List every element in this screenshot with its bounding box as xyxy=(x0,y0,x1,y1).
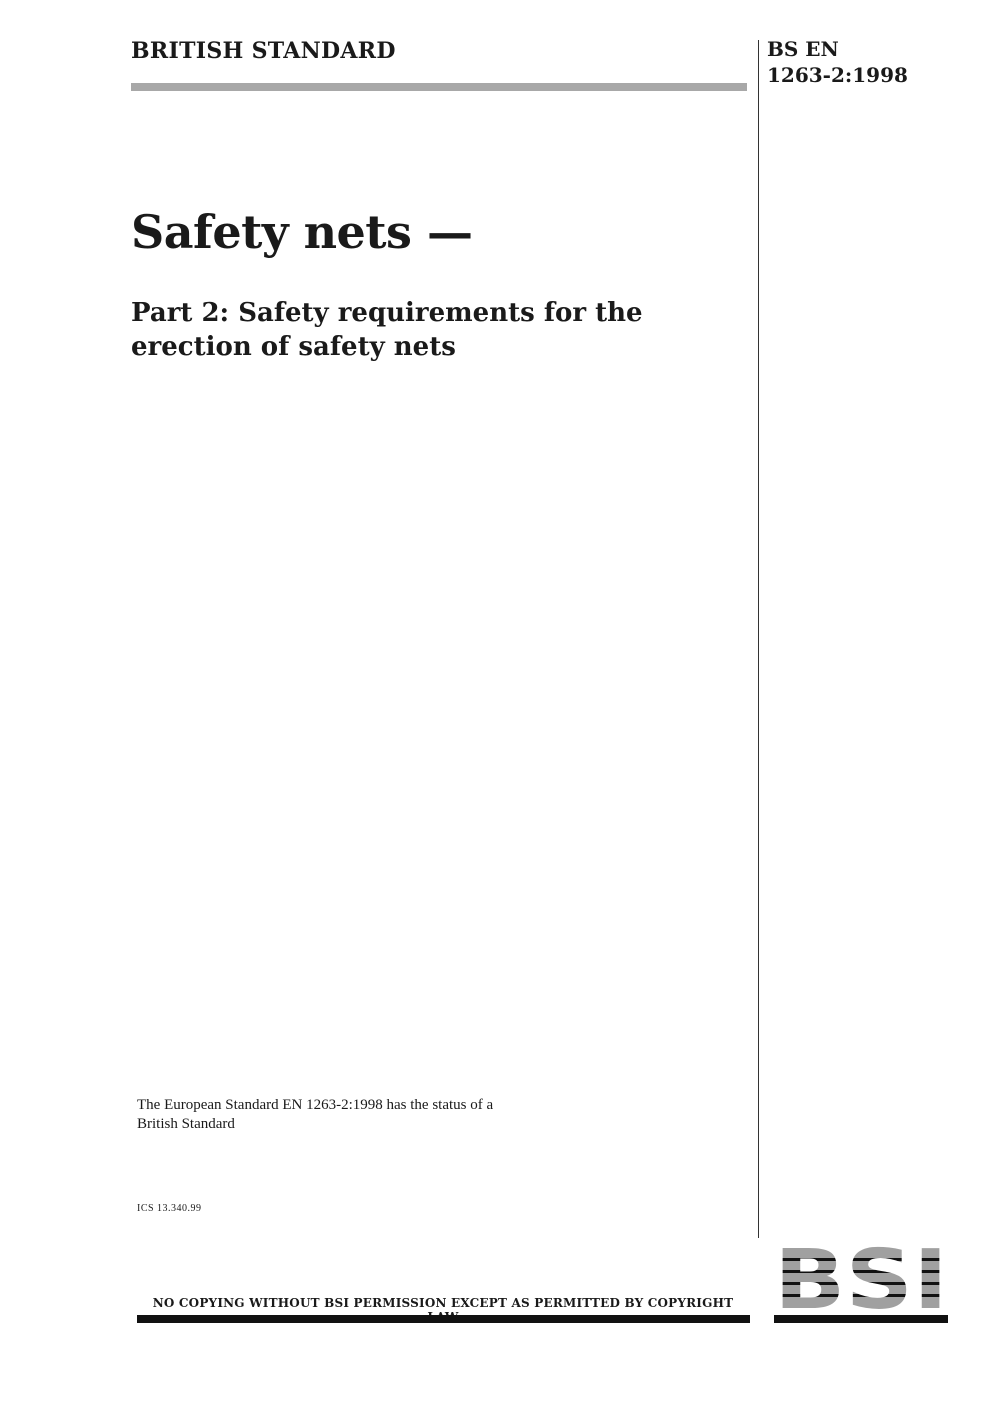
footer-rule-left xyxy=(137,1315,750,1323)
standard-number xyxy=(767,36,908,88)
copyright-notice: NO COPYING WITHOUT BSI PERMISSION EXCEPT AS PERMITTED BY COPYRIGHT xyxy=(152,1296,734,1310)
bsi-logo-fill xyxy=(774,1244,948,1312)
bsi-logo-stripe-1 xyxy=(774,1258,948,1261)
status-note-line2: British Standard xyxy=(137,1116,235,1132)
subtitle-line2: erection of safety nets xyxy=(131,332,456,362)
bsi-logo-stripe-3 xyxy=(774,1282,948,1285)
page-title: Safety nets — xyxy=(131,205,473,259)
vertical-divider xyxy=(758,40,759,1238)
header-label: BRITISH STANDARD xyxy=(131,38,396,64)
subtitle-line1: Part 2: Safety requirements for the xyxy=(131,298,643,328)
bsi-logo-stripe-4 xyxy=(774,1294,948,1297)
bsi-logo-stripe-2 xyxy=(774,1270,948,1273)
header-rule xyxy=(131,83,747,91)
bsi-logo-mark xyxy=(774,1244,948,1312)
page-subtitle xyxy=(131,296,731,364)
ics-code: ICS 13.340.99 xyxy=(137,1203,202,1214)
status-note-line1: The European Standard EN 1263-2:1998 has the status of a xyxy=(137,1097,494,1113)
bsi-logo xyxy=(774,1244,948,1312)
footer-rule-right xyxy=(774,1315,948,1323)
standard-number-line2: 1263-2:1998 xyxy=(767,63,908,87)
standard-number-line1: BS EN xyxy=(767,37,839,61)
status-note xyxy=(137,1096,577,1134)
